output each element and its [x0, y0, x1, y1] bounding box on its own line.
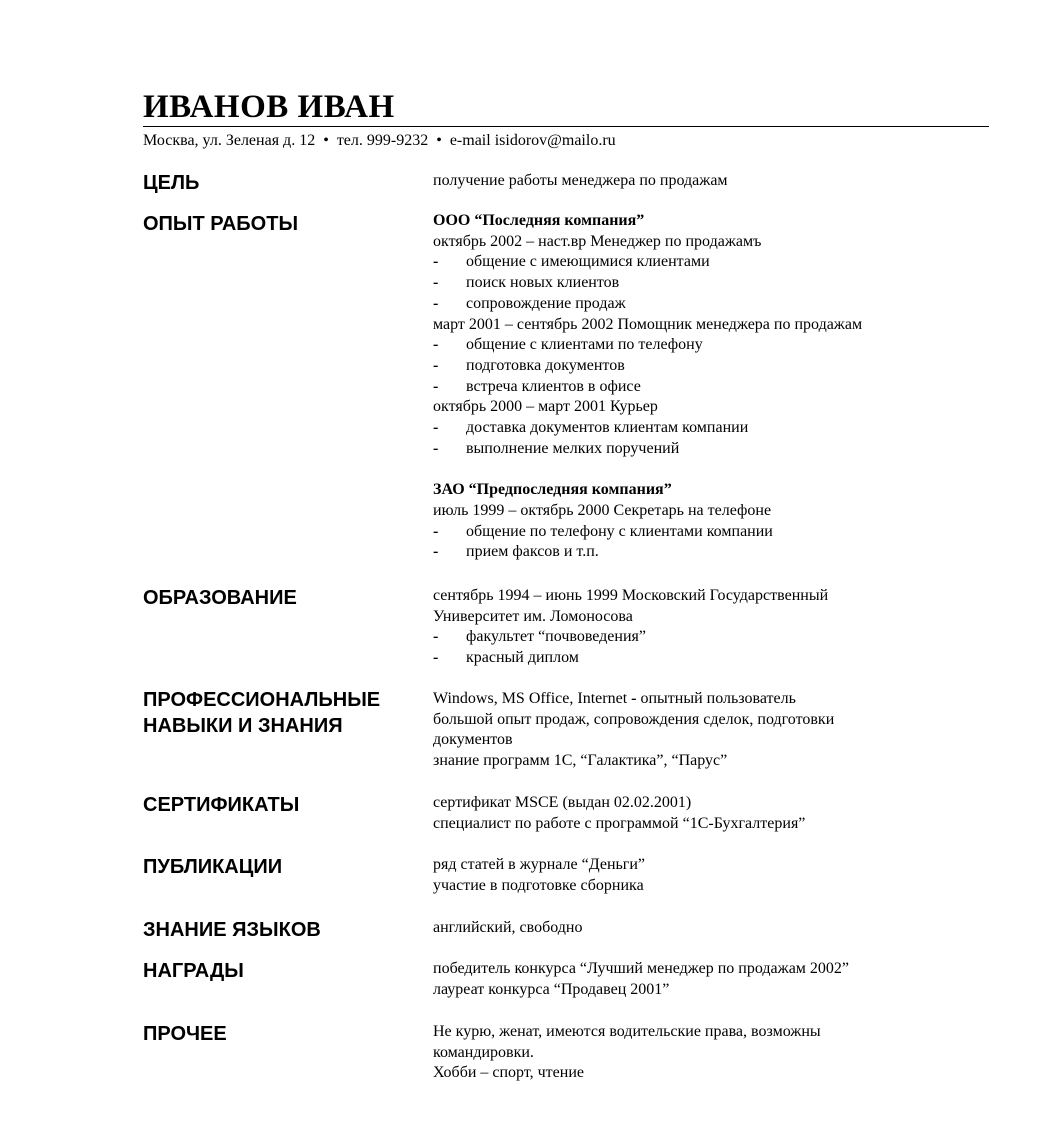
- job-title: март 2001 – сентябрь 2002 Помощник менеджера по продажам: [433, 315, 863, 333]
- dash-icon: -: [433, 294, 439, 312]
- skills-text: документов: [433, 731, 513, 749]
- list-item: [433, 273, 973, 294]
- list-item: [433, 627, 973, 648]
- duty-text: общение по телефону с клиентами компании: [466, 522, 773, 540]
- dash-icon: -: [433, 649, 439, 667]
- section-heading: ЦЕЛЬ: [143, 172, 200, 194]
- duty-text: поиск новых клиентов: [466, 274, 620, 292]
- list-item: [433, 356, 973, 377]
- skills-text: большой опыт продаж, сопровождения сделок, подготовки: [433, 710, 835, 728]
- list-item: [433, 418, 973, 439]
- section-content: [433, 211, 973, 563]
- award-text: лауреат конкурса “Продавец 2001”: [433, 980, 670, 998]
- bullet-separator-icon: •: [323, 132, 329, 149]
- candidate-name: ИВАНОВ ИВАН: [143, 89, 395, 125]
- duty-text: доставка документов клиентам компании: [466, 419, 749, 437]
- section-heading: НАГРАДЫ: [143, 960, 244, 982]
- header-divider: [143, 126, 989, 127]
- list-item: [433, 522, 973, 543]
- certificate-text: сертификат MSCE (выдан 02.02.2001): [433, 794, 692, 811]
- dash-icon: -: [433, 419, 439, 437]
- other-text: командировки.: [433, 1043, 534, 1061]
- job-title: июль 1999 – октябрь 2000 Секретарь на телефоне: [433, 501, 772, 519]
- list-item: [433, 542, 973, 563]
- publication-text: участие в подготовке сборника: [433, 876, 644, 894]
- list-item: [433, 294, 973, 315]
- bullet-separator-icon: •: [436, 132, 442, 149]
- list-item: [433, 252, 973, 273]
- section-heading: ОПЫТ РАБОТЫ: [143, 213, 299, 235]
- contact-address: Москва, ул. Зеленая д. 12: [143, 132, 316, 149]
- section-content: [433, 689, 973, 772]
- contact-line: [143, 130, 616, 152]
- skills-text: [433, 689, 973, 710]
- job-title: октябрь 2000 – март 2001 Курьер: [433, 398, 658, 416]
- section-content: [433, 959, 973, 1000]
- section-heading: ПУБЛИКАЦИИ: [143, 856, 283, 878]
- job-title: октябрь 2002 – наст.вр Менеджер по продажамъ: [433, 232, 762, 250]
- dash-icon: -: [433, 377, 439, 395]
- goal-text: получение работы менеджера по продажам: [433, 172, 728, 189]
- duty-text: встреча клиентов в офисе: [466, 377, 641, 395]
- dash-icon: -: [433, 274, 439, 292]
- dash-icon: -: [433, 336, 439, 354]
- duty-text: общение с клиентами по телефону: [466, 336, 703, 354]
- section-heading: ЗНАНИЕ ЯЗЫКОВ: [143, 919, 321, 941]
- other-text: Не курю, женат, имеются водительские права, возможны: [433, 1023, 821, 1040]
- certificate-text: специалист по работе с программой “1С-Бухгалтерия”: [433, 814, 806, 832]
- publication-text: ряд статей в журнале “Деньги”: [433, 856, 646, 873]
- dash-icon: -: [631, 690, 637, 707]
- section-content: [433, 793, 973, 834]
- skills-level: опытный пользователь: [636, 690, 796, 707]
- other-text: Хобби – спорт, чтение: [433, 1064, 584, 1082]
- section-content: [433, 918, 973, 939]
- dash-icon: -: [433, 522, 439, 540]
- award-text: победитель конкурса “Лучший менеджер по продажам 2002”: [433, 960, 850, 977]
- duty-text: прием факсов и т.п.: [466, 543, 599, 561]
- list-item: [433, 377, 973, 398]
- education-text: сентябрь 1994 – июнь 1999 Московский Государственный: [433, 587, 829, 604]
- section-heading: ОБРАЗОВАНИЕ: [143, 587, 297, 609]
- contact-email: e-mail isidorov@mailo.ru: [449, 132, 616, 149]
- spacer: [433, 459, 973, 480]
- education-detail: факультет “почвоведения”: [466, 628, 646, 646]
- dash-icon: -: [433, 253, 439, 271]
- contact-phone: тел. 999-9232: [336, 132, 429, 149]
- duty-text: подготовка документов: [466, 356, 625, 374]
- education-text: Университет им. Ломоносова: [433, 607, 633, 625]
- section-heading: СЕРТИФИКАТЫ: [143, 794, 300, 816]
- company-name: ЗАО “Предпоследняя компания”: [433, 481, 672, 499]
- company-name: ООО “Последняя компания”: [433, 212, 645, 229]
- dash-icon: -: [433, 356, 439, 374]
- section-content: [433, 855, 973, 896]
- skills-software: Windows, MS Office, Internet: [433, 690, 632, 707]
- education-detail: красный диплом: [466, 649, 579, 667]
- section-heading: ПРОЧЕЕ: [143, 1023, 227, 1045]
- list-item: [433, 648, 973, 669]
- list-item: [433, 335, 973, 356]
- section-content: [433, 586, 973, 669]
- skills-text: знание программ 1С, “Галактика”, “Парус”: [433, 752, 728, 770]
- section-content: [433, 171, 973, 192]
- section-heading: ПРОФЕССИОНАЛЬНЫЕ НАВЫКИ И ЗНАНИЯ: [143, 689, 381, 737]
- dash-icon: -: [433, 439, 439, 457]
- dash-icon: -: [433, 543, 439, 561]
- list-item: [433, 439, 973, 460]
- language-text: английский, свободно: [433, 919, 583, 936]
- duty-text: выполнение мелких поручений: [466, 439, 680, 457]
- dash-icon: -: [433, 628, 439, 646]
- duty-text: общение с имеющимися клиентами: [466, 253, 710, 271]
- section-content: [433, 1022, 973, 1084]
- duty-text: сопровождение продаж: [466, 294, 626, 312]
